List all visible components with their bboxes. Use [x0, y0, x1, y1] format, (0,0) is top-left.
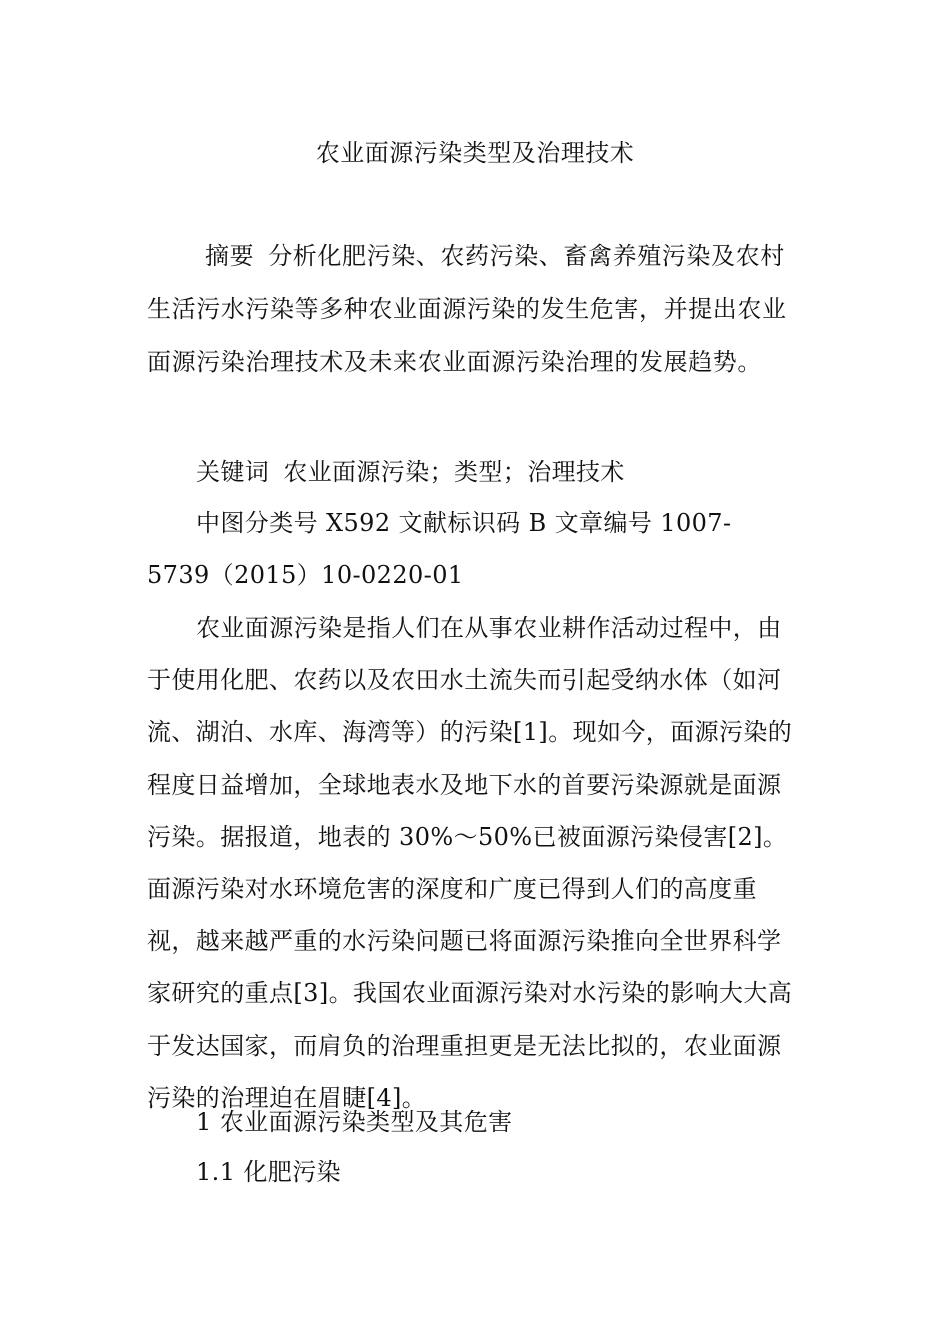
keywords-label: 关键词	[196, 458, 270, 486]
abstract-label: 摘要	[205, 242, 255, 270]
section-heading-1-1: 1.1 化肥污染	[196, 1158, 341, 1186]
document-title: 农业面源污染类型及治理技术	[315, 139, 635, 167]
classification-line-2: 5739（2015）10-0220-01	[147, 561, 464, 589]
intro-paragraph: 农业面源污染是指人们在从事农业耕作活动过程中，由于使用化肥、农药以及农田水土流失而引起受纳水体（如河流、湖泊、水库、海湾等）的污染[1]。现如今，面源污染的程度日益增加，全球地表水及地下水的首要污染源就是面源污染。据报道，地表的 30%～50%已被面源污染侵害[2]。面源污染对水环境危害的深度和广度已得到人们的高度重视，越来越严重的水污染问题已将面源污染推向全世界科学家研究的重点[3]。我国农业面源污染对水污染的影响大大高于发达国家，而肩负的治理重担更是无法比拟的，农业面源污染的治理迫在眉睫[4]。	[147, 614, 793, 1112]
keywords-line	[196, 452, 625, 492]
abstract-paragraph	[147, 230, 807, 389]
keywords-text: 农业面源污染；类型；治理技术	[283, 458, 625, 486]
classification-line-1: 中图分类号 X592 文献标识码 B 文章编号 1007-	[196, 509, 732, 537]
section-heading-1: 1 农业面源污染类型及其危害	[196, 1108, 513, 1136]
abstract-text: 分析化肥污染、农药污染、畜禽养殖污染及农村生活污水污染等多种农业面源污染的发生危害，并提出农业面源污染治理技术及未来农业面源污染治理的发展趋势。	[147, 242, 787, 376]
